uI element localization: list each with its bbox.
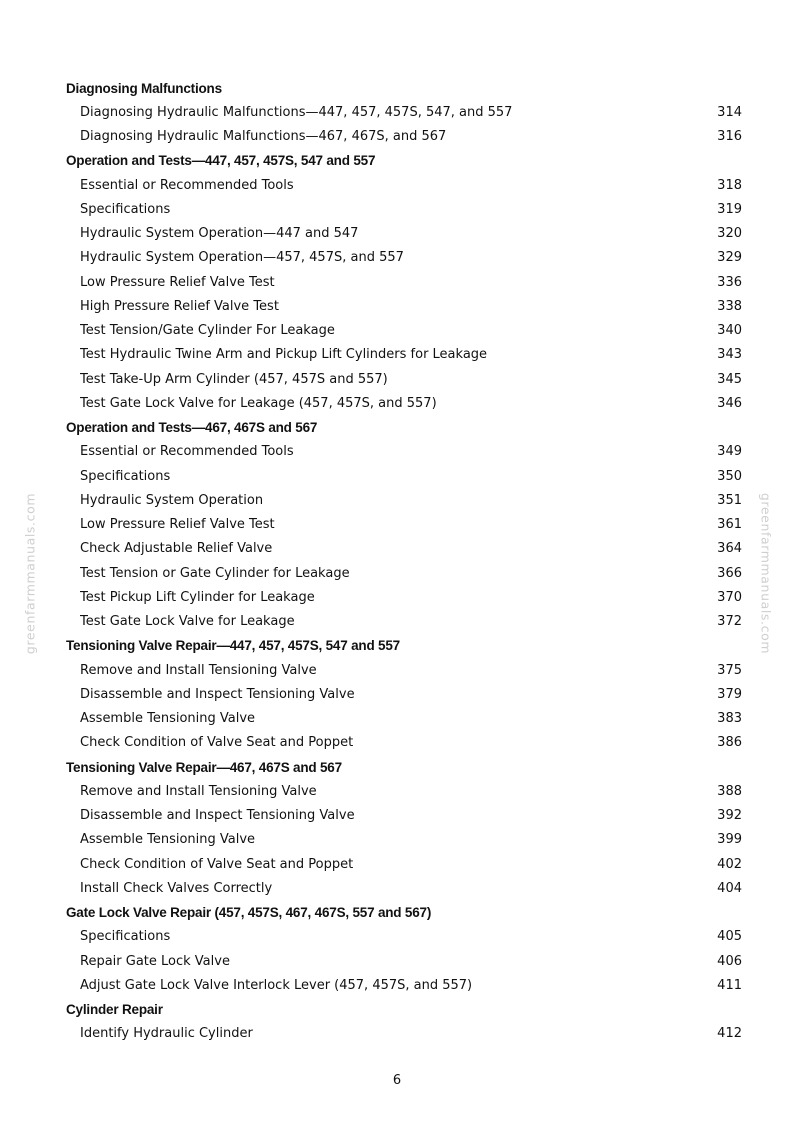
entry-page-number: 383	[717, 711, 742, 727]
entry-page-number: 406	[717, 953, 742, 969]
toc-entry[interactable]	[66, 246, 742, 270]
entry-page-number: 402	[717, 856, 742, 872]
entry-page-number: 370	[717, 589, 742, 605]
toc-entry[interactable]	[66, 828, 742, 852]
entry-page-number: 319	[717, 201, 742, 217]
entry-title: Check Condition of Valve Seat and Poppet	[80, 735, 354, 751]
watermark-right: greenfarmmanuals.com	[758, 492, 774, 655]
toc-entry[interactable]	[66, 658, 742, 682]
entry-page-number: 399	[717, 832, 742, 848]
entry-page-number: 314	[717, 104, 742, 120]
entry-title: Install Check Valves Correctly	[80, 880, 273, 896]
toc-entry[interactable]	[66, 513, 742, 537]
entry-page-number: 412	[717, 1026, 742, 1042]
section-title: Diagnosing Malfunctions	[66, 80, 222, 96]
toc-entry[interactable]	[66, 973, 742, 997]
toc-section-heading	[66, 76, 742, 100]
entry-title: Repair Gate Lock Valve	[80, 953, 230, 969]
entry-title: Hydraulic System Operation—447 and 547	[80, 226, 359, 242]
section-title: Tensioning Valve Repair—447, 457, 457S, 547 and 557	[66, 638, 400, 654]
entry-page-number: 320	[717, 226, 742, 242]
toc-entry[interactable]	[66, 343, 742, 367]
entry-title: Hydraulic System Operation—457, 457S, and 557	[80, 250, 404, 266]
toc-entry[interactable]	[66, 804, 742, 828]
section-title: Gate Lock Valve Repair (457, 457S, 467, 467S, 557 and 567)	[66, 905, 432, 921]
section-title: Operation and Tests—447, 457, 457S, 547 and 557	[66, 153, 376, 169]
toc-entry[interactable]	[66, 440, 742, 464]
entry-title: Check Adjustable Relief Valve	[80, 541, 273, 557]
entry-page-number: 388	[717, 783, 742, 799]
entry-title: Test Pickup Lift Cylinder for Leakage	[80, 589, 315, 605]
entry-title: Identify Hydraulic Cylinder	[80, 1026, 253, 1042]
entry-title: Check Condition of Valve Seat and Poppet	[80, 856, 354, 872]
toc-entry[interactable]	[66, 1022, 742, 1046]
toc-entry[interactable]	[66, 537, 742, 561]
entry-page-number: 349	[717, 444, 742, 460]
entry-title: Remove and Install Tensioning Valve	[80, 783, 317, 799]
entry-page-number: 318	[717, 177, 742, 193]
toc-entry[interactable]	[66, 876, 742, 900]
entry-page-number: 405	[717, 929, 742, 945]
toc-section-heading	[66, 416, 742, 440]
entry-title: Remove and Install Tensioning Valve	[80, 662, 317, 678]
entry-title: Low Pressure Relief Valve Test	[80, 274, 275, 290]
entry-title: Test Tension/Gate Cylinder For Leakage	[80, 323, 335, 339]
entry-page-number: 336	[717, 274, 742, 290]
entry-title: Hydraulic System Operation	[80, 492, 264, 508]
toc-entry[interactable]	[66, 294, 742, 318]
toc-section-heading	[66, 901, 742, 925]
entry-title: Essential or Recommended Tools	[80, 444, 294, 460]
toc-section-heading	[66, 998, 742, 1022]
toc-entry[interactable]	[66, 561, 742, 585]
entry-title: Assemble Tensioning Valve	[80, 711, 256, 727]
entry-title: Specifications	[80, 468, 171, 484]
entry-page-number: 361	[717, 517, 742, 533]
entry-page-number: 350	[717, 468, 742, 484]
toc-entry[interactable]	[66, 925, 742, 949]
toc-entry[interactable]	[66, 585, 742, 609]
entry-page-number: 329	[717, 250, 742, 266]
entry-page-number: 316	[717, 129, 742, 145]
entry-title: Diagnosing Hydraulic Malfunctions—467, 467S, and 567	[80, 129, 447, 145]
entry-page-number: 343	[717, 347, 742, 363]
entry-page-number: 351	[717, 492, 742, 508]
entry-page-number: 366	[717, 565, 742, 581]
entry-title: Disassemble and Inspect Tensioning Valve	[80, 808, 355, 824]
entry-page-number: 411	[717, 977, 742, 993]
entry-title: Diagnosing Hydraulic Malfunctions—447, 457, 457S, 547, and 557	[80, 104, 513, 120]
page-number: 6	[392, 1073, 402, 1088]
toc-entry[interactable]	[66, 173, 742, 197]
watermark-left: greenfarmmanuals.com	[22, 492, 38, 655]
toc-entry[interactable]	[66, 707, 742, 731]
entry-page-number: 346	[717, 395, 742, 411]
section-title: Cylinder Repair	[66, 1002, 163, 1018]
section-title: Tensioning Valve Repair—467, 467S and 567	[66, 759, 342, 775]
toc-entry[interactable]	[66, 391, 742, 415]
toc-entry[interactable]	[66, 852, 742, 876]
toc-section-heading	[66, 755, 742, 779]
table-of-contents	[66, 76, 742, 1046]
entry-title: Test Hydraulic Twine Arm and Pickup Lift Cylinders for Leakage	[80, 347, 488, 363]
entry-page-number: 404	[717, 880, 742, 896]
entry-page-number: 386	[717, 735, 742, 751]
toc-section-heading	[66, 634, 742, 658]
entry-title: Disassemble and Inspect Tensioning Valve	[80, 686, 355, 702]
toc-entry[interactable]	[66, 125, 742, 149]
toc-entry[interactable]	[66, 222, 742, 246]
entry-page-number: 338	[717, 298, 742, 314]
toc-entry[interactable]	[66, 197, 742, 221]
toc-entry[interactable]	[66, 682, 742, 706]
entry-title: Low Pressure Relief Valve Test	[80, 517, 275, 533]
entry-title: Specifications	[80, 201, 171, 217]
entry-page-number: 392	[717, 808, 742, 824]
toc-entry[interactable]	[66, 100, 742, 124]
entry-title: High Pressure Relief Valve Test	[80, 298, 279, 314]
toc-entry[interactable]	[66, 319, 742, 343]
toc-entry[interactable]	[66, 270, 742, 294]
entry-title: Test Gate Lock Valve for Leakage (457, 457S, and 557)	[80, 395, 437, 411]
toc-entry[interactable]	[66, 949, 742, 973]
entry-title: Specifications	[80, 929, 171, 945]
entry-page-number: 379	[717, 686, 742, 702]
entry-page-number: 372	[717, 614, 742, 630]
entry-title: Essential or Recommended Tools	[80, 177, 294, 193]
entry-title: Test Tension or Gate Cylinder for Leakage	[80, 565, 350, 581]
toc-entry[interactable]	[66, 731, 742, 755]
toc-entry[interactable]	[66, 367, 742, 391]
entry-page-number: 345	[717, 371, 742, 387]
toc-entry[interactable]	[66, 464, 742, 488]
entry-page-number: 375	[717, 662, 742, 678]
entry-page-number: 364	[717, 541, 742, 557]
entry-page-number: 340	[717, 323, 742, 339]
entry-title: Test Gate Lock Valve for Leakage	[80, 614, 295, 630]
toc-entry[interactable]	[66, 610, 742, 634]
toc-entry[interactable]	[66, 488, 742, 512]
entry-title: Adjust Gate Lock Valve Interlock Lever (457, 457S, and 557)	[80, 977, 473, 993]
entry-title: Test Take-Up Arm Cylinder (457, 457S and 557)	[80, 371, 388, 387]
section-title: Operation and Tests—467, 467S and 567	[66, 420, 318, 436]
entry-title: Assemble Tensioning Valve	[80, 832, 256, 848]
toc-entry[interactable]	[66, 779, 742, 803]
toc-section-heading	[66, 149, 742, 173]
